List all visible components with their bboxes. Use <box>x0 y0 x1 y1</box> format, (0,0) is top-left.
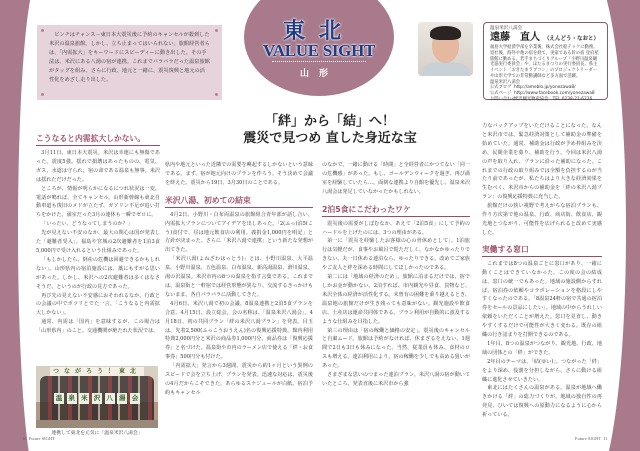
magazine-name-right: Future SIGHT <box>575 436 602 441</box>
body-paragraph: 「もしかしたら、倒産の危機は回避できるかもしれない」。山形県内の宿泊施設には、藁にもすがる思いがあった。しかし、米沢への2次避難者は多くはなさそうだ、というのが行政の見方であった。 <box>36 256 160 290</box>
right-page-folio <box>575 436 608 441</box>
magazine-name-left: Future SIGHT <box>28 436 55 441</box>
profile-bio: 福島大学経済学部を卒業後、株式会社船テックに勤務。退社後、海外や他の宿を経て、実家である鈴の宿 登府屋旅館に勤める。若手まちづくりグループ「小野川温泉観光協実行委員会」や、ほたるまつりの実行委員長。県主イベント「おきたまラブコン」のプロジェクトリーダーや山形大学での非常勤講師など多方面で活躍。 <box>490 45 599 79</box>
section-heading: 米沢八湯、初めての結束 <box>165 195 313 208</box>
body-paragraph: 第一に「震災を経験したお客様の心の骨休めとして」。1泊旅行は気軽だが、食事やお風呂で慌ただしく、なかなかゆったりできない。丸一日休める連泊なら、ゆったりできる。改めてご家族やご友人と絆を深める時間にしてほしかったのである。 <box>322 238 470 272</box>
body-paragraph: 旅館だけの狭い視野で考えがちな宿泊プランも、作り方次第で他の温泉、行政、商店街、飲食店、観光地とつながり、可能性を広げられると改めて実感した。 <box>482 203 602 236</box>
pin-dot-icon <box>41 93 44 96</box>
photo-signs: 温 泉 米 沢 八 湯 会 <box>55 394 139 402</box>
body-paragraph: 東北にはたくさんの温泉がある。温泉が地域へ働きかける「絆」の総力づくりが、地域の独自性の再発見、ひいては復興への原動力になるように心から祈っている。 <box>482 385 602 419</box>
body-paragraph: 「いったい、どうなってしまうのか？」 <box>41 221 133 228</box>
body-paragraph: 再び先の見えない不安感におそわれるなか、行政との会議の中でポツリとでた一言、「こうなると内需拡大しかない」。 <box>36 292 160 317</box>
body-paragraph: 通常、内需は「国内」を意味するが、この場合は「山形県内」のこと。交通機関が絶たれた状況では、 <box>36 319 160 335</box>
body-paragraph: 力なバックアップをいただけることになった。なんと米沢市では、緊急経済対策として補助金の準備を始めていた。通常、補助金は行政が予め枠組みを決め、民間企業を募り、補助を行う。今回は米沢八湯の声を取り入れ、プランに沿った補助になった。これまでの行政の取り組みでは全額を負担するのが当たり前であったが、私たちはより大きな経済効果を生むべく、米沢市からの補助金を「絆の米沢八湯プラン」の復興応援特典に充当した。 <box>482 123 602 201</box>
body-paragraph: 先が見えない不安のなか、最大の関心は国が発表した「避難者受入」。福島や宮城の2次避難者を1泊3食5,000円で受け入れるという仕組みであった。 <box>36 230 160 254</box>
article-headline <box>230 113 430 147</box>
facebook-link[interactable]: http://www.facebook.com/yonezawa8 <box>514 90 595 96</box>
profile-contact-row: 公式ブログ http://ameblo.jp/yonezawa8/ <box>490 85 576 91</box>
profile-contact-row: お問い合わせ米沢観光物産協会 TEL.0238-21-6226 <box>490 96 593 102</box>
series-title-english: VALUE SIGHT <box>262 41 376 60</box>
author-portrait-photo <box>418 22 473 76</box>
profile-contact-row: 公式ページ http://www.facebook.com/yonezawa8 <box>490 90 595 96</box>
body-paragraph: 「米沢八湯(よねざわはっとう)」とは、小野川温泉、大平温泉、小野川温泉、五色温泉、白布温泉、新高湯温泉、滑川温泉、湯の沢温泉。米沢市内の8つの温泉を指す言葉である。これまでは、温泉街と一軒宿では経営形態が異なり、交流するきっかけもないまま、各自バラバラに活動してきた。 <box>165 256 313 298</box>
section-heading: 2泊5食にこだわったワケ <box>322 204 470 217</box>
dotted-divider <box>272 61 366 62</box>
body-paragraph: 県内や地元といった近隣での需要を喚起するしかないという意味である。まず、宿が地元向けのプランを作ろう。そう決めて会議を終えた。震災から19日、3月30日のことである。 <box>165 162 313 186</box>
body-paragraph: 1年目、8つの温泉がつながり、観光地、行政、地域の団体との「絆」ができた。 <box>482 340 602 356</box>
article-column-1 <box>36 130 160 336</box>
pin-dot-icon <box>215 93 218 96</box>
body-paragraph: 4月2日、小野川・白布両温泉の旅館組合青年部が話し合い、内需拡大プランについてアイデアを出しあった。「2(ふっ)泊5(こう)食付で、昼は地元飲食店の利用。義捐金1,000円を明記」と方針が決まった。さらに「米沢八湯で連携」という新たな発想が出てきた。 <box>165 211 313 254</box>
intro-text: ピンチはチャンス－東日本大震災後に予約のキャンセルが殺到した米沢の温泉旅館。しかし、立ち止まってはいられない。旅館経営者らは、「内需拡大」をキーワードにスピーディーに動き出した。その手法は、米沢にある八湯の宿が連携。これまでバラバラだった温泉旅館がタッグを組み、さらに行政、地元と一緒に、震災復興と地元の活性化をめざし走り出した。 <box>49 32 210 83</box>
body-paragraph: 第二には「地域の経済のため」。旅館に泊まるだけでは、宿でしかお金が動かない。2泊すれば、市内観光や昼食、買物など、米沢全体の経済が活性化する。未曾有の困難を乗り越えるとき、温泉地の旅館だけが生き残っても意味がない。観光施設や飲食店、土産店は運命共同体である。プラン利用が自動的に波及するような仕組みを目指した。 <box>322 274 470 325</box>
article-column-4 <box>482 122 602 420</box>
headline-line-1: 「絆」から「結」へ！ <box>264 114 395 129</box>
body-paragraph: 震災後の需要がしぼむなか、あえて「2泊5食」にして予約のハードルを上げたのには、3つの理由がある。 <box>322 220 470 236</box>
article-column-2 <box>165 161 313 398</box>
body-paragraph: 3月11日、東日本大震災。米沢は幸運にも無傷であった。震度5強。揺れで損壊はあったものの、電気、ガス、水道は守られ、宿の命である温泉も無事。米沢は揺れただけだった。 <box>36 150 160 183</box>
series-title-kanji: 東北 <box>282 18 355 44</box>
body-paragraph: 「内需拡大」発言から3週間、震災から約1ヶ月という異例のスピードで会を立ち上げ、プランを発表。迅速な対応は、震災後の4月だからこそできた。あらゆるスケジュールが白紙。宿泊予約もキャンセル <box>165 363 313 396</box>
body-paragraph: ところが、情報が明らかになるにつれ状況は一変。電話が鳴れば、全てキャンセル。山形新幹線も東北自動車道も復旧のメドが立たず、ガソリン不足が追い打ちをかけた。満室だった3月の連休も一瞬でゼロに。 <box>36 185 160 219</box>
pin-dot-icon <box>215 29 218 32</box>
profile-name-reading: （えんどう・なおと） <box>544 36 600 42</box>
body-paragraph: 第三の理由は「宿の稼働と価格の安定」。震災後のキャンセルと自粛ムード。旅館は予約がなければ、休まざるをえない。1週間で2日も3日も休みになった。当然、従業員も休み、食材のロスも増える。連泊利用により、宿の稼働を少しでも高める狙いがあった。 <box>322 327 470 370</box>
profile-organization: 温泉米沢八湯会 <box>490 26 523 31</box>
photo-caption: 連携して東北を元気に「温泉米沢八湯会」 <box>51 431 143 436</box>
author-profile-box <box>483 22 608 100</box>
group-photo <box>36 366 158 428</box>
photo-banner-text: つながろう！東北 <box>50 367 144 376</box>
page-number-left: 10 <box>22 436 27 441</box>
article-column-3 <box>322 161 470 389</box>
section-heading: 実働する窓口 <box>482 244 602 257</box>
body-paragraph: 4月6日、米沢八湯で初の会議。8温泉連携と2泊5食プランを合意。4月15日、設立総会。会の名称は、「温泉米沢八湯会」。4月18日、初の共同プラン「絆の米沢八湯プラン」を発表。目玉は、先着2,500(ふっこうおうえん)名の復興応援特典。館内利用特典2,000円分と米沢の商品券1,000円分。商品券は「復興応援券」と名づけた。温泉街や市内のラーメン店で使える「絆・お食事券」500円分も付けた。 <box>165 300 313 361</box>
prefecture-label: 山形 <box>299 69 338 79</box>
profile-contact-row: 温泉米沢八湯会 <box>490 79 521 85</box>
headline-line-2: 震災で見つめ 直した身近な宝 <box>243 131 417 146</box>
body-paragraph: さまざまな思いのつまった連泊プラン。米沢八湯の宿が動いていたところ、発表直後に米沢市から強 <box>322 372 470 387</box>
pin-dot-icon <box>41 29 44 32</box>
section-heading: こうなると内需拡大しかない。 <box>36 133 160 146</box>
page-number-right: 11 <box>603 436 608 441</box>
profile-name: 遠藤 直人 （えんどう・なおと） <box>490 32 600 43</box>
body-paragraph: のなかで、一緒に動ける「時間」と全経営者にかつてない「同一の危機感」があった。もし、ゴールデンウィークを過ぎ、再び満室を経験していたら…。面倒な連携より自館を優先し、温泉米沢八湯会は発足していなかったかもしれない。 <box>322 162 470 195</box>
blog-link[interactable]: http://ameblo.jp/yonezawa8/ <box>514 85 576 91</box>
left-page-folio <box>22 436 55 441</box>
intro-lead-box <box>37 25 222 100</box>
body-paragraph: 2年目のテーマは、「結(ゆい)」。つながった「絆」をより深め、役割を分担しながら、さらに動ける組織に進化させていきたい。 <box>482 358 602 383</box>
body-paragraph: これまでは8つの温泉ごとに窓口があり、一緒に動くことはできていなかった。この度の会の結成は、窓口の統一でもあった。地域の施設側からすれば、宿泊券の依頼やコラボレーションを格段にしやすくなったのである。「8温泉24軒の宿で共通の宿泊券をセールの景品にしたい」。地域の中からうれしい依頼をいただくことが増えた。窓口を見直し、動きやすくするだけで可能性が大きく変わる。既存の組織の行き詰まりを打開できるのである。 <box>482 260 602 339</box>
series-title-badge <box>244 0 394 96</box>
